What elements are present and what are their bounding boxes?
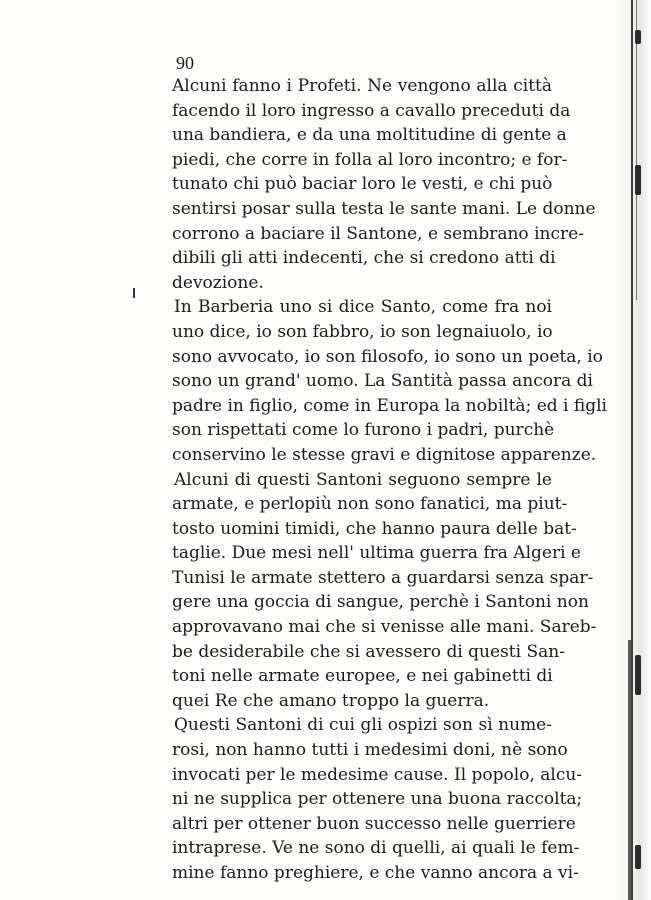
text-line: Alcuni fanno i Profeti. Ne vengono alla città bbox=[172, 76, 552, 96]
text-line: mine fanno preghiere, e che vanno ancora a vi- bbox=[172, 863, 579, 883]
text-line: devozione. bbox=[172, 272, 264, 293]
text-line: sentirsi posar sulla testa le sante mani. Le donne bbox=[172, 198, 596, 219]
text-line: intraprese. Ve ne sono di quelli, ai quali le fem- bbox=[172, 838, 580, 859]
text-line: tunato chi può baciar loro le vesti, e chi può bbox=[172, 174, 553, 195]
text-line: uno dice, io son fabbro, io son legnaiuolo, io bbox=[172, 321, 553, 342]
page-text bbox=[172, 52, 607, 886]
text-line: sono un grand' uomo. La Santità passa ancora di bbox=[172, 371, 593, 392]
edge-ink-mark bbox=[635, 845, 641, 869]
text-line: approvavano mai che si venisse alle mani. Sareb- bbox=[172, 617, 597, 638]
edge-shadow-line bbox=[631, 0, 633, 900]
text-line: In Barberia uno si dice Santo, come fra noi bbox=[174, 297, 552, 318]
page-number: 90 bbox=[176, 53, 194, 73]
page-binding-edge bbox=[615, 0, 651, 900]
text-line: conservino le stesse gravi e dignitose apparenze. bbox=[172, 444, 597, 465]
text-line: invocati per le medesime cause. Il popolo, alcu- bbox=[172, 764, 583, 785]
text-line: corrono a baciare il Santone, e sembrano incre- bbox=[172, 223, 584, 244]
text-line: armate, e perlopiù non sono fanatici, ma piut- bbox=[172, 494, 568, 515]
text-line: Alcuni di questi Santoni seguono sempre le bbox=[174, 469, 552, 490]
text-line: son rispettati come lo furono i padri, purchè bbox=[172, 420, 555, 441]
text-line: piedi, che corre in folla al loro incontro; e for- bbox=[172, 149, 568, 170]
text-line: gere una goccia di sangue, perchè i Santoni non bbox=[172, 592, 589, 613]
edge-shadow-line bbox=[636, 0, 637, 300]
edge-ink-mark bbox=[635, 165, 641, 195]
text-line: Tunisi le armate stettero a guardarsi senza spar- bbox=[172, 567, 594, 588]
edge-shadow-line bbox=[628, 640, 631, 900]
text-line: facendo il loro ingresso a cavallo preceduti da bbox=[172, 100, 571, 121]
text-line: altri per ottener buon successo nelle guerriere bbox=[172, 813, 576, 834]
text-line: taglie. Due mesi nell' ultima guerra fra Algeri e bbox=[172, 543, 581, 564]
margin-ink-mark bbox=[133, 288, 135, 298]
text-line: ni ne supplica per ottenere una buona raccolta; bbox=[172, 789, 583, 810]
text-line: una bandiera, e da una moltitudine di gente a bbox=[172, 125, 567, 146]
text-line: toni nelle armate europee, e nei gabinetti di bbox=[172, 666, 553, 687]
edge-ink-mark bbox=[635, 655, 641, 695]
text-line: quei Re che amano troppo la guerra. bbox=[172, 690, 490, 711]
text-line: padre in figlio, come in Europa la nobiltà; ed i figli bbox=[172, 395, 607, 416]
text-line: sono avvocato, io son filosofo, io sono un poeta, io bbox=[172, 346, 603, 367]
edge-ink-mark bbox=[635, 30, 641, 44]
text-line: dibili gli atti indecenti, che si credono atti di bbox=[172, 248, 556, 269]
text-line: Questi Santoni di cui gli ospizi son sì nume- bbox=[174, 715, 552, 736]
text-line: rosi, non hanno tutti i medesimi doni, nè sono bbox=[172, 740, 568, 761]
text-line: be desiderabile che si avessero di questi San- bbox=[172, 641, 565, 662]
text-line: tosto uomini timidi, che hanno paura delle bat- bbox=[172, 518, 577, 539]
